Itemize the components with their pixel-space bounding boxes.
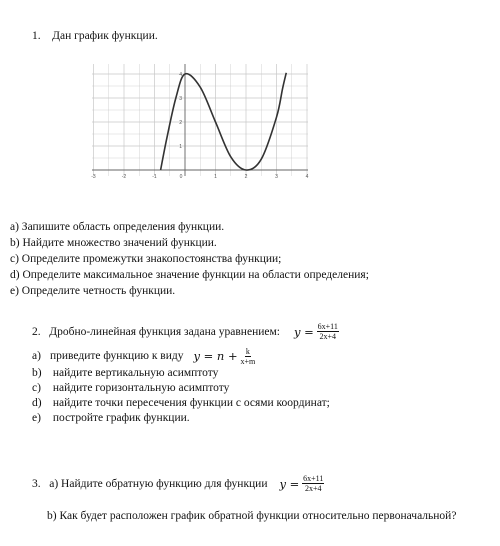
x-tick-label: 4	[305, 174, 309, 180]
task2-number: 2.	[32, 325, 41, 338]
task3-fraction	[302, 474, 324, 493]
task2-item-c	[32, 381, 330, 396]
task1-item-d: d) Определите максимальное значение функции на области определения;	[10, 269, 369, 281]
task2-heading	[32, 322, 339, 341]
task2-eq-denominator: 2x+4	[319, 332, 336, 341]
task2-eq-lhs: y =	[293, 324, 314, 339]
x-tick-label: 3	[275, 174, 278, 180]
task3-eq-numerator: 6x+11	[303, 474, 324, 483]
task1-item-b: b) Найдите множество значений функции.	[10, 237, 217, 249]
task2-item-d	[32, 396, 330, 411]
x-tick-label: -3	[91, 174, 96, 180]
task2-item-b	[32, 366, 330, 381]
task1-items	[10, 220, 369, 300]
task2-eq-numerator: 6x+11	[317, 322, 338, 331]
y-tick-label: 3	[179, 96, 182, 102]
y-tick-label: 2	[179, 120, 182, 126]
task2-item-b-text: найдите вертикальную асимптоту	[52, 367, 219, 379]
task2-intro: Дробно-линейная функция задана уравнением:	[49, 325, 280, 338]
task2-item-e	[32, 411, 330, 426]
task1-item-a: a) Запишите область определения функции.	[10, 221, 225, 233]
x-tick-label: 2	[244, 174, 248, 180]
x-tick-label: 1	[214, 174, 217, 180]
x-tick-label: -2	[121, 174, 127, 180]
function-graph	[90, 62, 310, 182]
task2-item-a-fraction	[241, 347, 256, 366]
task2-item-a-letter: a)	[32, 350, 41, 362]
task1-title: Дан график функции.	[52, 30, 158, 42]
y-tick-label: 4	[179, 72, 182, 78]
task2-item-a-formula-num: k	[245, 346, 250, 356]
task2-item-a-formula-lhs: y = n +	[193, 349, 238, 363]
task2-item-b-letter: b)	[32, 367, 42, 379]
task2-items	[32, 347, 330, 426]
task2-item-c-text: найдите горизонтальную асимптоту	[52, 382, 230, 394]
task2-item-e-letter: e)	[32, 412, 41, 424]
x-tick-label: -1	[152, 174, 157, 180]
task1-number: 1.	[32, 30, 41, 42]
task2-item-d-letter: d)	[32, 397, 42, 409]
task3-line-a	[32, 474, 324, 493]
task2-item-a-formula-den: x+m	[240, 356, 256, 366]
task3-eq-lhs: y =	[279, 476, 300, 491]
task1-heading	[32, 29, 158, 43]
task3-number: 3.	[32, 477, 41, 490]
task2-item-d-text: найдите точки пересечения функции с осями координат;	[52, 397, 330, 409]
task2-item-e-text: постройте график функции.	[52, 412, 190, 424]
task2-item-c-letter: c)	[32, 382, 41, 394]
task1-item-c: c) Определите промежутки знакопостоянства функции;	[10, 253, 282, 265]
task3-text-a: a) Найдите обратную функцию для функции	[49, 477, 268, 490]
task3-line-b: b) Как будет расположен график обратной функции относительно первоначальной?	[47, 510, 457, 522]
task2-item-a-text: приведите функцию к виду	[50, 350, 184, 362]
task2-fraction	[317, 322, 339, 341]
y-tick-label: 1	[179, 144, 182, 150]
task2-item-a	[32, 347, 330, 365]
task1-item-e: e) Определите четность функции.	[10, 285, 176, 297]
task3-eq-denominator: 2x+4	[305, 484, 322, 493]
x-tick-label: 0	[179, 174, 183, 180]
